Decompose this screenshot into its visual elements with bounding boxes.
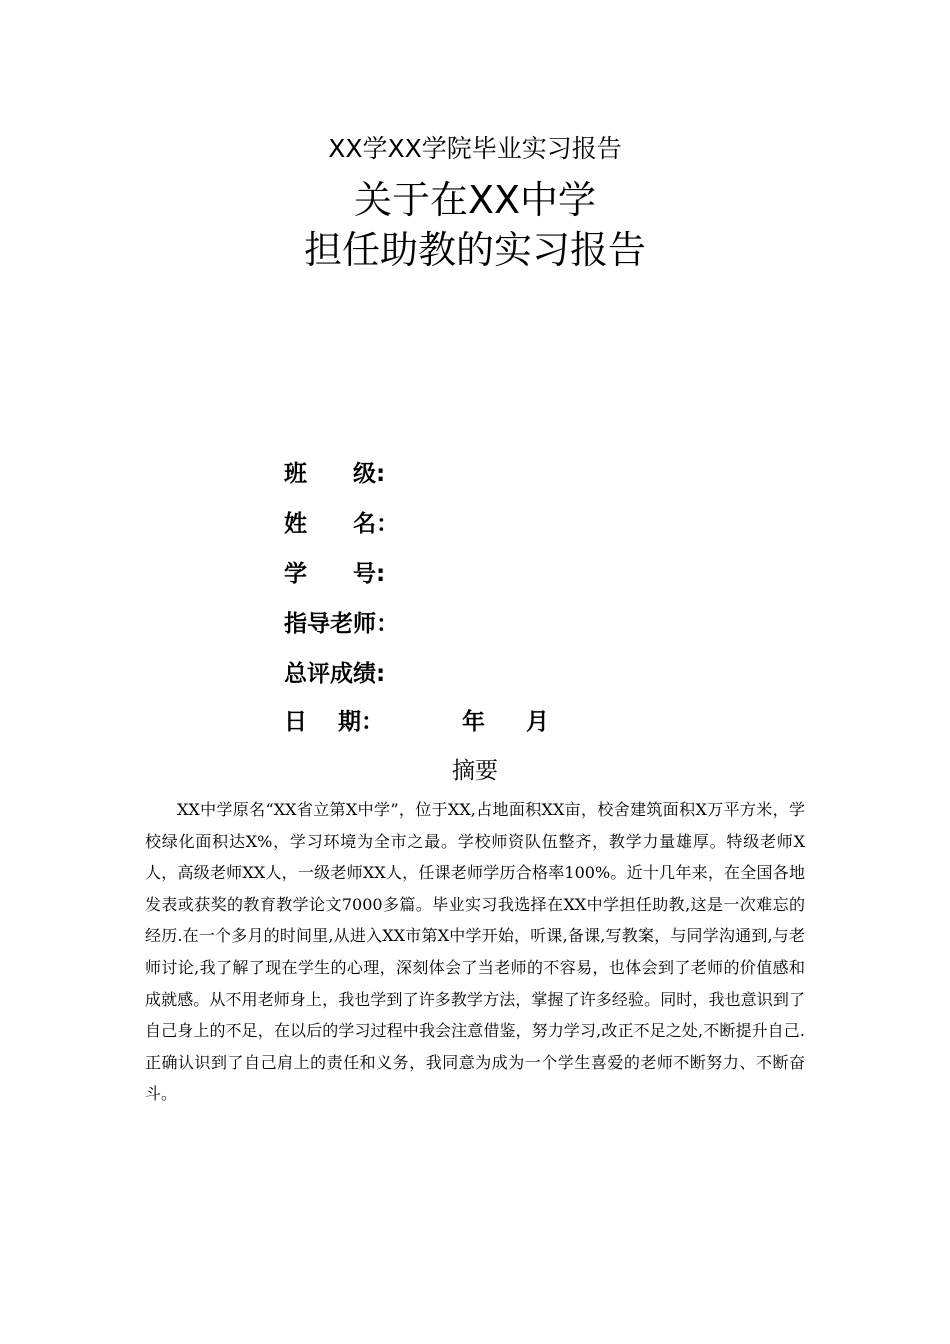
name-field xyxy=(284,509,399,539)
name-label: 姓 名： xyxy=(284,511,399,537)
advisor-label: 指导老师： xyxy=(284,611,399,637)
student-id-label: 学 号: xyxy=(284,561,386,587)
grade-field xyxy=(284,659,385,689)
date-field xyxy=(284,707,584,737)
report-title-line-2: 担任助教的实习报告 xyxy=(303,228,646,272)
month-label: 月 xyxy=(526,709,549,735)
date-label: 日 期： xyxy=(284,709,385,735)
abstract-heading: 摘要 xyxy=(452,758,498,784)
class-field xyxy=(284,459,385,489)
report-title-line-1: 关于在XX中学 xyxy=(353,178,597,222)
school-report-line: XX学XX学院毕业实习报告 xyxy=(328,134,622,163)
grade-label: 总评成绩: xyxy=(284,661,386,687)
advisor-field xyxy=(284,609,399,639)
class-label: 班 级: xyxy=(284,461,386,487)
abstract-body: XX中学原名“XX省立第X中学”，位于XX,占地面积XX亩，校舍建筑面积X万平方米，学校绿化面积达X%，学习环境为全市之最。学校师资队伍整齐，教学力量雄厚。特级老师X人，高级老师XX人，一级老师XX人，任课老师学历合格率100%。近十几年来，在全国各地发表或获奖的教育教学论文7000多篇。毕业实习我选择在XX中学担任助教,这是一次难忘的经历.在一个多月的时间里,从进入XX市第X中学开始，听课,备课,写教案，与同学沟通到,与老师讨论,我了解了现在学生的心理，深刻体会了当老师的不容易，也体会到了老师的价值感和成就感。从不用老师身上，我也学到了许多教学方法，掌握了许多经验。同时，我也意识到了自己身上的不足，在以后的学习过程中我会注意借鉴，努力学习,改正不足之处,不断提升自己.正确认识到了自己肩上的责任和义务，我同意为成为一个学生喜爱的老师不断努力、不断奋斗。 xyxy=(145,800,805,1104)
student-id-field xyxy=(284,559,385,589)
year-label: 年 xyxy=(462,709,485,735)
